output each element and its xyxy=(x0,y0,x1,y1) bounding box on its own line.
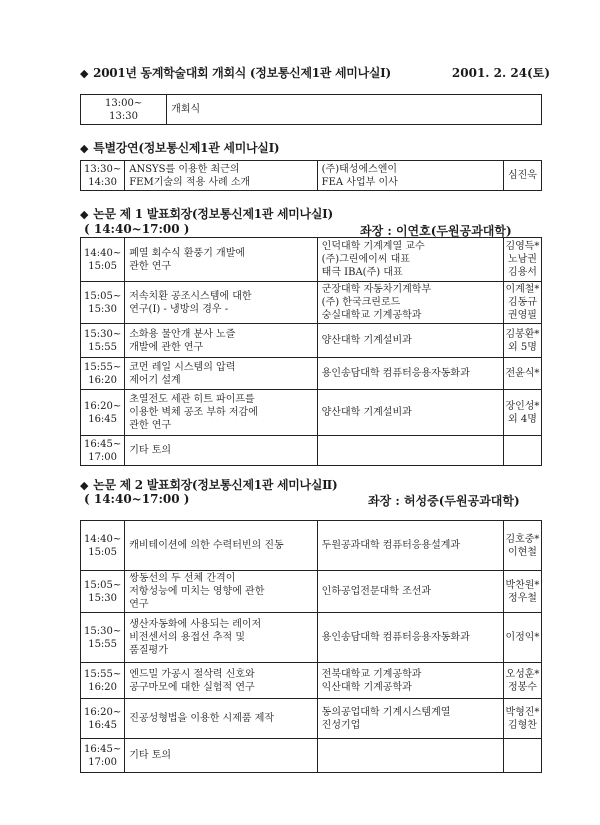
time-cell xyxy=(81,282,125,324)
table-row xyxy=(81,238,542,282)
authors-cell-line: 장인성* xyxy=(505,400,540,412)
affiliation-cell xyxy=(317,521,503,571)
title-cell-line: 이용한 벽체 공조 부하 저감에 xyxy=(129,407,258,418)
title-cell-line: 연구 xyxy=(129,599,149,610)
authors-cell-line: 김동규 xyxy=(507,297,537,308)
time-cell xyxy=(81,571,125,613)
authors-cell-line: 이현철 xyxy=(507,546,537,558)
opening-heading xyxy=(80,64,391,81)
title-cell xyxy=(125,699,317,739)
time-cell-line: 15:55~ xyxy=(84,668,122,680)
authors-cell-line: 박찬원* xyxy=(505,579,540,591)
affiliation-cell xyxy=(317,358,503,390)
title-cell xyxy=(125,613,317,663)
special-heading xyxy=(80,139,279,156)
session2-time-range: ( 14:40~17:00 ) xyxy=(84,492,190,506)
table-row xyxy=(81,436,542,466)
authors-cell xyxy=(503,282,541,324)
affiliation-cell xyxy=(317,390,503,436)
title-cell-line: 제어기 설계 xyxy=(129,374,181,386)
authors-cell-line: 김형찬 xyxy=(507,719,537,731)
affiliation-cell-line: FEA 사업부 이사 xyxy=(321,176,398,188)
affiliation-cell-line: 용인송담대학 컴퓨터응용자동화과 xyxy=(321,632,470,643)
time-cell-line: 13:00~ xyxy=(104,97,143,109)
event-date: 2001. 2. 24(토) xyxy=(451,66,550,80)
session1-time-range: ( 14:40~17:00 ) xyxy=(84,222,190,236)
title-cell-line: 폐열 회수식 환풍기 개발에 xyxy=(129,247,246,259)
title-cell-line: 개회식 xyxy=(171,104,201,115)
time-cell-line: 16:20~ xyxy=(84,706,122,718)
title-cell-line: 기타 토의 xyxy=(129,750,172,761)
affiliation-cell xyxy=(317,739,503,773)
authors-cell xyxy=(503,436,541,466)
authors-cell xyxy=(503,739,541,773)
affiliation-cell xyxy=(317,282,503,324)
authors-cell xyxy=(503,324,541,358)
title-cell-line: 캐비테이션에 의한 수력터빈의 진동 xyxy=(129,540,284,551)
title-cell-line: 연구(Ⅰ) - 냉방의 경우 - xyxy=(129,303,229,315)
affiliation-cell-line: 두원공과대학 컴퓨터응용설계과 xyxy=(321,540,461,551)
title-cell-line: 저항성능에 미치는 영향에 관한 xyxy=(129,586,265,597)
title-cell xyxy=(125,663,317,699)
title-cell-line: 기타 토의 xyxy=(129,445,172,456)
authors-cell-line: 권영필 xyxy=(507,310,537,321)
session1-heading xyxy=(80,205,333,222)
affiliation-cell-line: 양산대학 기계설비과 xyxy=(321,407,412,418)
authors-cell xyxy=(503,663,541,699)
time-cell-line: 16:45 xyxy=(88,719,118,731)
session1-chair: 좌장 : 이연호(두원공과대학) xyxy=(360,224,512,238)
time-cell-line: 14:40~ xyxy=(84,533,122,545)
affiliation-cell xyxy=(317,161,503,191)
title-cell xyxy=(125,390,317,436)
session2-heading xyxy=(80,476,337,493)
affiliation-cell-line: 인덕대학 기계계열 교수 xyxy=(321,241,425,252)
affiliation-cell-line: 전북대학교 기계공학과 xyxy=(321,668,422,680)
authors-cell-line: 외 4명 xyxy=(508,413,537,425)
authors-cell-line: 전윤식* xyxy=(505,368,540,379)
time-cell-line: 15:55 xyxy=(88,638,118,650)
time-cell-line: 15:55~ xyxy=(84,361,122,373)
affiliation-cell-line: 용인송담대학 컴퓨터응용자동화과 xyxy=(321,368,470,379)
affiliation-cell-line: 인하공업전문대학 조선과 xyxy=(321,586,432,597)
session2-heading-text: 논문 제 2 발표회장(정보통신제1관 세미나실Ⅱ) xyxy=(93,478,338,492)
authors-cell-line: 노남권 xyxy=(507,254,537,265)
title-cell xyxy=(125,161,317,191)
affiliation-cell xyxy=(317,613,503,663)
time-cell-line: 17:00 xyxy=(88,756,118,768)
table-row xyxy=(81,390,542,436)
authors-cell-line: 정우철 xyxy=(507,592,537,604)
table-row xyxy=(81,521,542,571)
time-cell-line: 15:05~ xyxy=(84,290,122,302)
time-cell xyxy=(81,699,125,739)
time-cell-line: 15:30 xyxy=(88,303,118,315)
time-cell-line: 16:20 xyxy=(88,374,118,386)
time-cell-line: 15:05 xyxy=(88,260,118,272)
time-cell xyxy=(81,358,125,390)
title-cell-line: 엔드밀 가공시 절삭력 신호와 xyxy=(129,668,255,680)
time-cell xyxy=(81,613,125,663)
time-cell-line: 16:45~ xyxy=(84,743,122,755)
table-row xyxy=(81,613,542,663)
time-cell xyxy=(81,324,125,358)
time-cell-line: 14:40~ xyxy=(84,247,122,259)
title-cell-line: FEM기술의 적용 사례 소개 xyxy=(129,176,251,188)
time-cell xyxy=(81,436,125,466)
opening-table xyxy=(80,94,542,125)
time-cell xyxy=(81,161,125,191)
time-cell xyxy=(81,95,167,125)
authors-cell-line: 외 5명 xyxy=(508,341,537,353)
authors-cell xyxy=(503,358,541,390)
affiliation-cell-line: 양산대학 기계설비과 xyxy=(321,335,412,346)
title-cell xyxy=(167,95,542,125)
time-cell-line: 15:55 xyxy=(88,341,118,353)
authors-cell-line: 심진욱 xyxy=(507,170,537,181)
title-cell xyxy=(125,358,317,390)
time-cell-line: 13:30 xyxy=(109,110,138,122)
affiliation-cell-line: 숭실대학교 기계공학과 xyxy=(321,310,422,321)
table-row xyxy=(81,663,542,699)
affiliation-cell xyxy=(317,663,503,699)
table-row xyxy=(81,571,542,613)
table-row xyxy=(81,282,542,324)
authors-cell xyxy=(503,613,541,663)
affiliation-cell-line: (주) 한국크린로드 xyxy=(321,297,401,308)
authors-cell-line: 오성훈* xyxy=(505,668,540,680)
time-cell-line: 15:30~ xyxy=(84,625,122,637)
authors-cell-line: 김용서 xyxy=(507,267,537,278)
affiliation-cell xyxy=(317,436,503,466)
affiliation-cell xyxy=(317,699,503,739)
authors-cell xyxy=(503,390,541,436)
title-cell-line: 개발에 관한 연구 xyxy=(129,341,204,353)
title-cell-line: 관한 연구 xyxy=(129,420,172,431)
table-row xyxy=(81,324,542,358)
title-cell-line: 생산자동화에 사용되는 레이저 xyxy=(129,619,262,630)
session2-chair: 좌장 : 허성중(두원공과대학) xyxy=(368,494,520,508)
authors-cell-line: 김봉환* xyxy=(505,328,540,340)
table-row xyxy=(81,358,542,390)
authors-cell-line: 정봉수 xyxy=(507,681,537,693)
affiliation-cell xyxy=(317,571,503,613)
time-cell-line: 14:30 xyxy=(88,176,118,188)
title-cell xyxy=(125,238,317,282)
time-cell-line: 15:30~ xyxy=(84,328,122,340)
time-cell xyxy=(81,390,125,436)
table-row xyxy=(81,699,542,739)
title-cell-line: 소화용 물안개 분사 노즐 xyxy=(129,328,236,340)
time-cell-line: 16:45~ xyxy=(84,438,122,450)
authors-cell xyxy=(503,699,541,739)
title-cell-line: 품질평가 xyxy=(129,645,168,656)
time-cell-line: 15:05 xyxy=(88,546,118,558)
special-heading-text: 특별강연(정보통신제1관 세미나실Ⅰ) xyxy=(93,141,280,155)
title-cell-line: ANSYS를 이용한 최근의 xyxy=(129,163,240,175)
authors-cell xyxy=(503,571,541,613)
affiliation-cell-line: (주)그린에이씨 대표 xyxy=(321,254,410,265)
time-cell-line: 16:20 xyxy=(88,681,118,693)
time-cell xyxy=(81,238,125,282)
opening-heading-text: 2001년 동계학술대회 개회식 (정보통신제1관 세미나실Ⅰ) xyxy=(93,66,391,80)
time-cell-line: 15:30 xyxy=(88,592,118,604)
time-cell xyxy=(81,739,125,773)
title-cell xyxy=(125,324,317,358)
title-cell-line: 관한 연구 xyxy=(129,260,172,272)
diamond-bullet-icon: ◆ xyxy=(80,67,89,80)
diamond-bullet-icon: ◆ xyxy=(80,208,89,221)
authors-cell-line: 이정익* xyxy=(505,632,540,643)
table-row xyxy=(81,739,542,773)
affiliation-cell-line: 군장대학 자동차기계학부 xyxy=(321,284,432,295)
title-cell-line: 쌍동선의 두 선체 간격이 xyxy=(129,573,236,584)
time-cell xyxy=(81,663,125,699)
session2-table xyxy=(80,520,542,773)
affiliation-cell xyxy=(317,238,503,282)
special-table xyxy=(80,160,542,191)
title-cell xyxy=(125,436,317,466)
title-cell xyxy=(125,521,317,571)
affiliation-cell-line: (주)태성에스엔이 xyxy=(321,163,398,175)
title-cell-line: 초열전도 세관 히트 파이프를 xyxy=(129,394,255,405)
authors-cell xyxy=(503,238,541,282)
diamond-bullet-icon: ◆ xyxy=(80,479,89,492)
authors-cell-line: 이계철* xyxy=(505,284,540,295)
affiliation-cell-line: 태극 IBA(주) 대표 xyxy=(321,267,403,278)
time-cell-line: 16:20~ xyxy=(84,400,122,412)
title-cell-line: 코먼 레일 시스템의 압력 xyxy=(129,361,236,373)
title-cell-line: 비전센서의 용접선 추적 및 xyxy=(129,632,246,643)
title-cell-line: 저속치환 공조시스템에 대한 xyxy=(129,290,252,302)
authors-cell-line: 김호중* xyxy=(505,533,540,545)
authors-cell xyxy=(503,521,541,571)
table-row xyxy=(81,95,542,125)
title-cell-line: 공구마모에 대한 실험적 연구 xyxy=(129,681,255,693)
diamond-bullet-icon: ◆ xyxy=(80,142,89,155)
authors-cell-line: 김영득* xyxy=(505,241,540,252)
session1-table xyxy=(80,237,542,466)
table-row xyxy=(81,161,542,191)
authors-cell-line: 박형진* xyxy=(505,706,540,718)
time-cell-line: 13:30~ xyxy=(84,163,122,175)
time-cell-line: 16:45 xyxy=(88,413,118,425)
title-cell xyxy=(125,282,317,324)
affiliation-cell-line: 동의공업대학 기계시스템계열 xyxy=(321,706,451,718)
affiliation-cell-line: 익산대학 기계공학과 xyxy=(321,681,412,693)
time-cell-line: 17:00 xyxy=(88,451,118,463)
session1-heading-text: 논문 제 1 발표회장(정보통신제1관 세미나실Ⅰ) xyxy=(93,207,333,221)
time-cell xyxy=(81,521,125,571)
authors-cell xyxy=(503,161,541,191)
affiliation-cell xyxy=(317,324,503,358)
title-cell xyxy=(125,739,317,773)
title-cell xyxy=(125,571,317,613)
title-cell-line: 진공성형법을 이용한 시제품 제작 xyxy=(129,713,275,724)
affiliation-cell-line: 진성기업 xyxy=(321,719,361,731)
time-cell-line: 15:05~ xyxy=(84,579,122,591)
